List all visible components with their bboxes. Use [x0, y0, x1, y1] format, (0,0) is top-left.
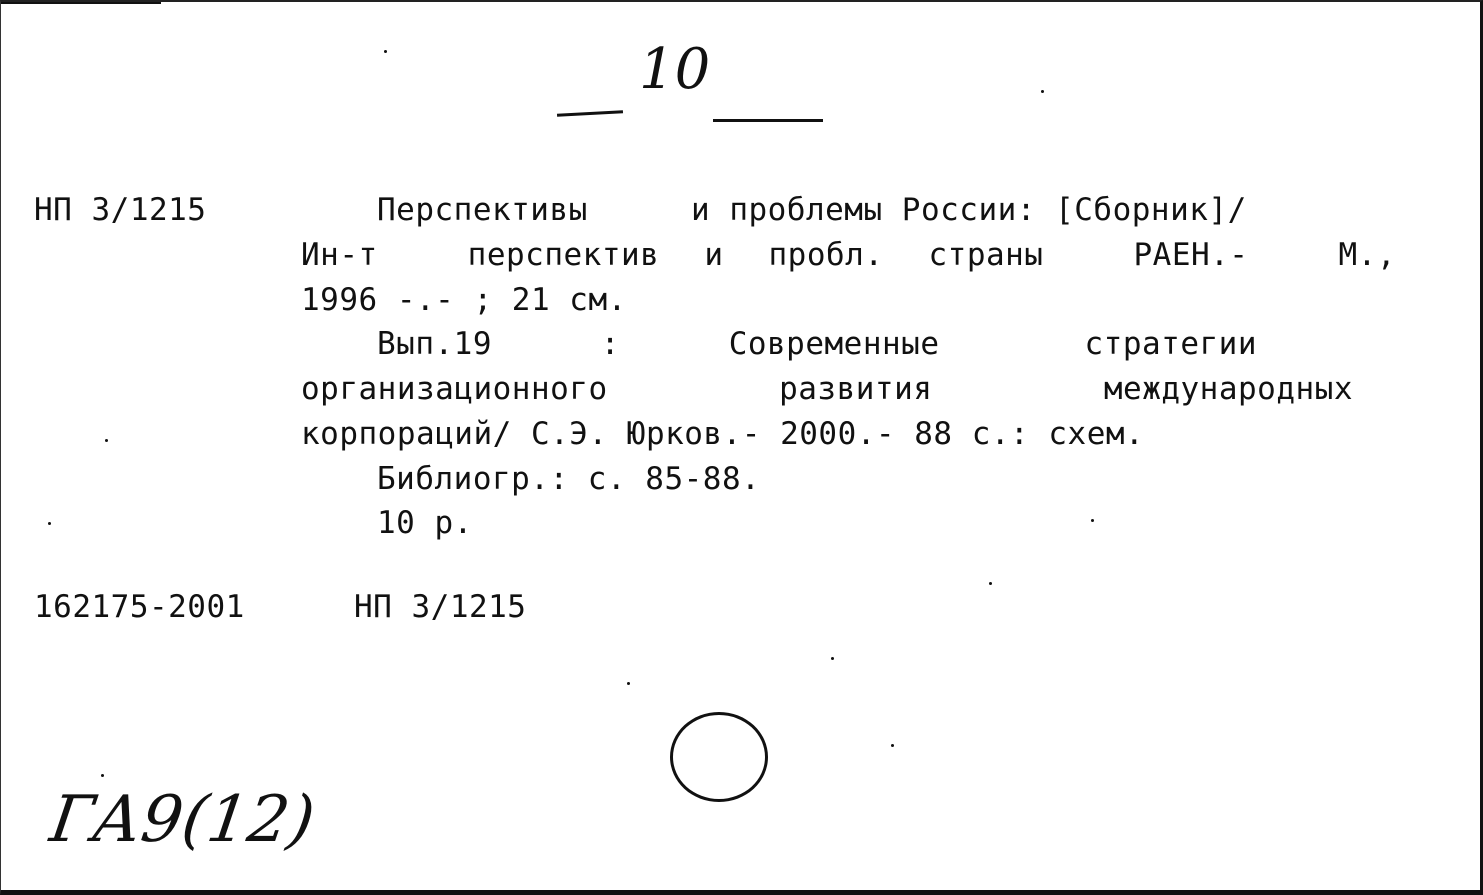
call-number-footer: НП 3/1215: [354, 589, 527, 625]
punch-hole-circle: [670, 712, 768, 802]
scan-speck: [48, 522, 51, 525]
accession-number: 162175-2001: [34, 589, 245, 625]
scan-speck: [831, 657, 834, 660]
scan-speck: [101, 774, 104, 777]
title-line-3: 1996 -.- ; 21 см.: [301, 282, 627, 318]
scan-speck: [891, 744, 894, 747]
card-edge-mark: [1, 2, 161, 4]
scan-speck: [989, 582, 992, 585]
number-underline-right: [713, 119, 823, 122]
call-number: НП 3/1215: [34, 192, 207, 228]
scan-speck: [105, 439, 108, 442]
volume-line-1: Вып.19 : Современные стратегии: [377, 326, 1257, 362]
scan-speck: [1091, 519, 1094, 522]
title-line-1-start: Перспективы: [377, 192, 588, 228]
scan-speck: [1041, 90, 1044, 93]
title-line-1-end: и проблемы России: [Сборник]/: [691, 192, 1247, 228]
volume-line-3: корпораций/ С.Э. Юрков.- 2000.- 88 с.: схем.: [301, 416, 1145, 452]
scan-speck: [384, 50, 387, 53]
volume-line-2: организационного развития международных: [301, 371, 1353, 407]
handwritten-card-number: 10: [639, 37, 711, 102]
scan-speck: [627, 682, 630, 685]
price: 10 р.: [377, 505, 473, 541]
handwritten-shelfmark: ГА9(12): [45, 783, 320, 857]
number-underline-left: [557, 110, 623, 116]
title-line-2: Ин-т перспектив и пробл. страны РАЕН.- М.,: [301, 237, 1396, 273]
bibliography-note: Библиогр.: с. 85-88.: [377, 461, 761, 497]
